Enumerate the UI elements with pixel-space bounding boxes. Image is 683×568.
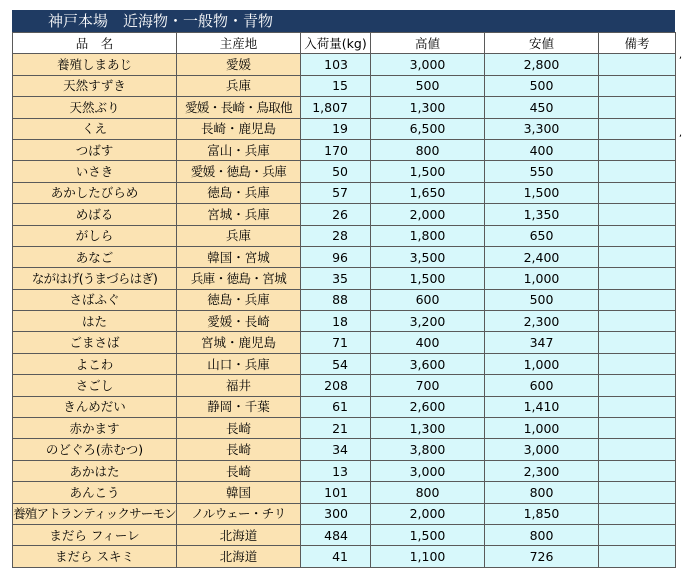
cell-low-price: 1,850 — [485, 503, 599, 524]
cell-name: つばす — [13, 139, 177, 160]
cell-remarks — [599, 225, 676, 246]
cell-high-price: 1,100 — [371, 546, 485, 567]
market-price-sheet — [12, 10, 675, 568]
cell-high-price: 1,500 — [371, 161, 485, 182]
cell-remarks — [599, 460, 676, 481]
cell-low-price: 1,410 — [485, 396, 599, 417]
side-mark: , — [678, 128, 682, 139]
cell-low-price: 347 — [485, 332, 599, 353]
cell-name: ながはげ(うまづらはぎ) — [13, 268, 177, 289]
cell-origin: 長崎・鹿児島 — [177, 118, 301, 139]
cell-low-price: 500 — [485, 289, 599, 310]
price-table — [12, 32, 676, 568]
header-low-price: 安値 — [485, 33, 599, 54]
cell-name: いさき — [13, 161, 177, 182]
side-mark: , — [678, 50, 682, 61]
cell-name: まだら フィーレ — [13, 524, 177, 545]
table-row — [13, 375, 676, 396]
cell-origin: ノルウェー・チリ — [177, 503, 301, 524]
cell-remarks — [599, 161, 676, 182]
cell-name: あなご — [13, 246, 177, 267]
table-row — [13, 97, 676, 118]
cell-origin: 宮城・鹿児島 — [177, 332, 301, 353]
cell-low-price: 550 — [485, 161, 599, 182]
cell-name: 天然すずき — [13, 75, 177, 96]
cell-remarks — [599, 182, 676, 203]
cell-high-price: 6,500 — [371, 118, 485, 139]
cell-low-price: 800 — [485, 524, 599, 545]
cell-quantity: 21 — [301, 418, 371, 439]
cell-origin: 宮城・兵庫 — [177, 204, 301, 225]
cell-origin: 徳島・兵庫 — [177, 182, 301, 203]
cell-quantity: 18 — [301, 311, 371, 332]
cell-low-price: 3,000 — [485, 439, 599, 460]
cell-origin: 兵庫・徳島・宮城 — [177, 268, 301, 289]
cell-origin: 韓国 — [177, 482, 301, 503]
cell-low-price: 1,000 — [485, 268, 599, 289]
cell-remarks — [599, 375, 676, 396]
cell-name: あかはた — [13, 460, 177, 481]
cell-high-price: 1,500 — [371, 524, 485, 545]
cell-high-price: 3,800 — [371, 439, 485, 460]
table-row — [13, 118, 676, 139]
cell-name: 養殖しまあじ — [13, 54, 177, 75]
table-row — [13, 75, 676, 96]
cell-high-price: 3,000 — [371, 460, 485, 481]
cell-origin: 山口・兵庫 — [177, 353, 301, 374]
cell-name: よこわ — [13, 353, 177, 374]
cell-name: まだら スキミ — [13, 546, 177, 567]
cell-remarks — [599, 418, 676, 439]
cell-high-price: 400 — [371, 332, 485, 353]
table-body — [13, 54, 676, 567]
cell-low-price: 1,000 — [485, 418, 599, 439]
cell-name: くえ — [13, 118, 177, 139]
table-row — [13, 225, 676, 246]
table-row — [13, 54, 676, 75]
table-row — [13, 139, 676, 160]
cell-remarks — [599, 204, 676, 225]
cell-remarks — [599, 503, 676, 524]
cell-low-price: 1,350 — [485, 204, 599, 225]
table-row — [13, 524, 676, 545]
cell-high-price: 1,300 — [371, 418, 485, 439]
cell-low-price: 1,000 — [485, 353, 599, 374]
cell-quantity: 103 — [301, 54, 371, 75]
cell-high-price: 800 — [371, 482, 485, 503]
table-row — [13, 460, 676, 481]
cell-quantity: 101 — [301, 482, 371, 503]
cell-quantity: 300 — [301, 503, 371, 524]
cell-quantity: 41 — [301, 546, 371, 567]
table-row — [13, 546, 676, 567]
cell-remarks — [599, 332, 676, 353]
cell-quantity: 28 — [301, 225, 371, 246]
cell-quantity: 19 — [301, 118, 371, 139]
header-row — [13, 33, 676, 54]
cell-origin: 徳島・兵庫 — [177, 289, 301, 310]
cell-low-price: 1,500 — [485, 182, 599, 203]
cell-name: めばる — [13, 204, 177, 225]
cell-origin: 長崎 — [177, 418, 301, 439]
cell-origin: 北海道 — [177, 546, 301, 567]
cell-name: きんめだい — [13, 396, 177, 417]
cell-remarks — [599, 353, 676, 374]
cell-low-price: 450 — [485, 97, 599, 118]
cell-remarks — [599, 482, 676, 503]
cell-high-price: 3,500 — [371, 246, 485, 267]
header-name: 品 名 — [13, 33, 177, 54]
cell-name: ごまさば — [13, 332, 177, 353]
cell-quantity: 71 — [301, 332, 371, 353]
table-row — [13, 204, 676, 225]
cell-origin: 北海道 — [177, 524, 301, 545]
cell-low-price: 3,300 — [485, 118, 599, 139]
cell-high-price: 2,000 — [371, 204, 485, 225]
cell-remarks — [599, 75, 676, 96]
header-remarks: 備考 — [599, 33, 676, 54]
cell-low-price: 2,800 — [485, 54, 599, 75]
cell-quantity: 96 — [301, 246, 371, 267]
cell-remarks — [599, 396, 676, 417]
cell-origin: 愛媛・長崎・鳥取他 — [177, 97, 301, 118]
cell-origin: 兵庫 — [177, 75, 301, 96]
cell-high-price: 1,300 — [371, 97, 485, 118]
cell-origin: 愛媛 — [177, 54, 301, 75]
cell-remarks — [599, 524, 676, 545]
cell-high-price: 700 — [371, 375, 485, 396]
cell-origin: 兵庫 — [177, 225, 301, 246]
cell-remarks — [599, 54, 676, 75]
cell-origin: 韓国・宮城 — [177, 246, 301, 267]
table-row — [13, 439, 676, 460]
cell-quantity: 1,807 — [301, 97, 371, 118]
table-row — [13, 161, 676, 182]
table-row — [13, 418, 676, 439]
cell-remarks — [599, 268, 676, 289]
cell-quantity: 54 — [301, 353, 371, 374]
cell-low-price: 400 — [485, 139, 599, 160]
table-row — [13, 289, 676, 310]
cell-quantity: 88 — [301, 289, 371, 310]
cell-name: さばふぐ — [13, 289, 177, 310]
cell-low-price: 650 — [485, 225, 599, 246]
cell-origin: 愛媛・長崎 — [177, 311, 301, 332]
cell-quantity: 208 — [301, 375, 371, 396]
header-high-price: 高値 — [371, 33, 485, 54]
cell-name: がしら — [13, 225, 177, 246]
cell-name: はた — [13, 311, 177, 332]
cell-remarks — [599, 139, 676, 160]
cell-high-price: 2,000 — [371, 503, 485, 524]
cell-remarks — [599, 289, 676, 310]
cell-origin: 静岡・千葉 — [177, 396, 301, 417]
cell-name: 赤かます — [13, 418, 177, 439]
cell-quantity: 26 — [301, 204, 371, 225]
header-quantity: 入荷量(kg) — [301, 33, 371, 54]
header-origin: 主産地 — [177, 33, 301, 54]
cell-name: あんこう — [13, 482, 177, 503]
cell-name: 養殖アトランティックサーモン — [13, 503, 177, 524]
cell-origin: 長崎 — [177, 439, 301, 460]
cell-remarks — [599, 439, 676, 460]
cell-high-price: 500 — [371, 75, 485, 96]
cell-low-price: 500 — [485, 75, 599, 96]
cell-low-price: 2,300 — [485, 311, 599, 332]
cell-remarks — [599, 246, 676, 267]
table-row — [13, 268, 676, 289]
cell-name: さごし — [13, 375, 177, 396]
table-row — [13, 482, 676, 503]
cell-remarks — [599, 118, 676, 139]
cell-low-price: 2,300 — [485, 460, 599, 481]
cell-remarks — [599, 546, 676, 567]
cell-low-price: 2,400 — [485, 246, 599, 267]
cell-quantity: 50 — [301, 161, 371, 182]
cell-low-price: 726 — [485, 546, 599, 567]
cell-low-price: 800 — [485, 482, 599, 503]
cell-high-price: 3,600 — [371, 353, 485, 374]
cell-high-price: 1,650 — [371, 182, 485, 203]
cell-quantity: 61 — [301, 396, 371, 417]
cell-quantity: 13 — [301, 460, 371, 481]
table-row — [13, 182, 676, 203]
sheet-title: 神戸本場 近海物・一般物・青物 — [12, 10, 675, 32]
table-row — [13, 311, 676, 332]
table-row — [13, 246, 676, 267]
cell-remarks — [599, 97, 676, 118]
table-row — [13, 503, 676, 524]
table-row — [13, 353, 676, 374]
table-row — [13, 396, 676, 417]
table-row — [13, 332, 676, 353]
cell-origin: 愛媛・徳島・兵庫 — [177, 161, 301, 182]
cell-high-price: 3,000 — [371, 54, 485, 75]
cell-high-price: 1,500 — [371, 268, 485, 289]
cell-high-price: 600 — [371, 289, 485, 310]
cell-name: のどぐろ(赤むつ) — [13, 439, 177, 460]
cell-origin: 富山・兵庫 — [177, 139, 301, 160]
cell-high-price: 1,800 — [371, 225, 485, 246]
cell-quantity: 15 — [301, 75, 371, 96]
cell-quantity: 57 — [301, 182, 371, 203]
cell-origin: 福井 — [177, 375, 301, 396]
cell-quantity: 484 — [301, 524, 371, 545]
cell-high-price: 800 — [371, 139, 485, 160]
cell-name: 天然ぶり — [13, 97, 177, 118]
cell-quantity: 35 — [301, 268, 371, 289]
cell-remarks — [599, 311, 676, 332]
cell-name: あかしたびらめ — [13, 182, 177, 203]
cell-quantity: 170 — [301, 139, 371, 160]
cell-origin: 長崎 — [177, 460, 301, 481]
cell-quantity: 34 — [301, 439, 371, 460]
cell-high-price: 3,200 — [371, 311, 485, 332]
cell-low-price: 600 — [485, 375, 599, 396]
cell-high-price: 2,600 — [371, 396, 485, 417]
